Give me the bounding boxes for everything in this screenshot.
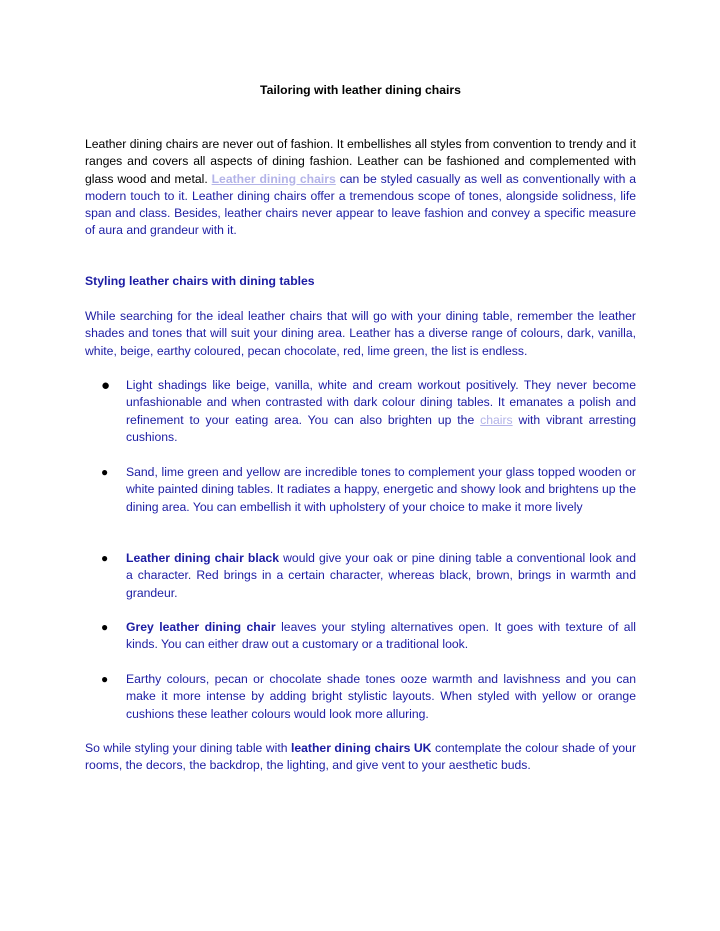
closing-bold-phrase: leather dining chairs UK [290, 741, 432, 755]
closing-text-after: contemplate the colour shade of your rooms, the decors, the backdrop, the lighting, and give vent to your aesthetic buds. [85, 741, 637, 773]
list-item-text-before: Light shadings like beige, vanilla, white and cream workout positively. They never become unfashionable and when contrasted with dark colour dining tables. It emanates a polish and refinement to your eating area. You can also brighten up the [126, 378, 636, 427]
leather-dining-chairs-link[interactable]: Leather dining chairs [211, 171, 336, 186]
list-item-text-after: with vibrant arresting cushions. [126, 412, 636, 444]
list-item-text [126, 550, 636, 602]
list-item-text [126, 619, 636, 654]
section-paragraph: While searching for the ideal leather chairs that will go with your dining table, remember the leather shades and tones that will suit your dining area. Leather has a diverse range of colours, dark, vanilla, white, beige, earthy coloured, pecan chocolate, red, lime green, the list is endless. [85, 309, 636, 358]
list-item-text: Earthy colours, pecan or chocolate shade tones ooze warmth and lavishness and you can make it more intense by adding bright stylistic layouts. When styled with yellow or orange cushions these leather colours would look more alluring. [126, 672, 636, 721]
intro-text: Leather dining chairs are never out of fashion. It embellishes all styles from convention to trendy and it ranges and covers all aspects of dining fashion. Leather can be fashioned and complemented with glass wood and metal. [85, 137, 636, 186]
list-item-text: Sand, lime green and yellow are incredible tones to complement your glass topped wooden or white painted dining tables. It radiates a happy, energetic and showy look and brightens up the dining area. You can embellish it with upholstery of your choice to make it more lively [126, 465, 636, 514]
document-title: Tailoring with leather dining chairs [260, 83, 461, 97]
bullet-icon: ● [101, 672, 109, 686]
chairs-link[interactable]: chairs [480, 412, 513, 427]
closing-paragraph [85, 740, 636, 775]
list-item-text [126, 377, 636, 446]
list-item-bold: Leather dining chair black [126, 551, 280, 565]
bullet-icon: ● [101, 551, 109, 565]
intro-paragraph [85, 136, 636, 240]
list-item-bold: Grey leather dining chair [126, 620, 276, 634]
bullet-icon: ● [101, 620, 109, 634]
bullet-icon: ● [101, 377, 111, 394]
list-item-body: would give your oak or pine dining table a conventional look and a character. Red brings in a certain character, whereas black, brown, brings in warmth and grandeur. [126, 551, 637, 600]
intro-text-continued: can be styled casually as well as conventionally with a modern touch to it. Leather dining chairs offer a tremendous scope of tones, alongside solidness, life span and class. Besides, leather chairs never appear to leave fashion and convey a specific measure of aura and grandeur with it. [85, 171, 636, 238]
bullet-icon: ● [101, 465, 109, 479]
closing-text-before: So while styling your dining table with [85, 741, 288, 755]
section-heading: Styling leather chairs with dining tables [85, 274, 315, 288]
list-item-body: leaves your styling alternatives open. It goes with texture of all kinds. You can either draw out a customary or a traditional look. [126, 620, 636, 652]
